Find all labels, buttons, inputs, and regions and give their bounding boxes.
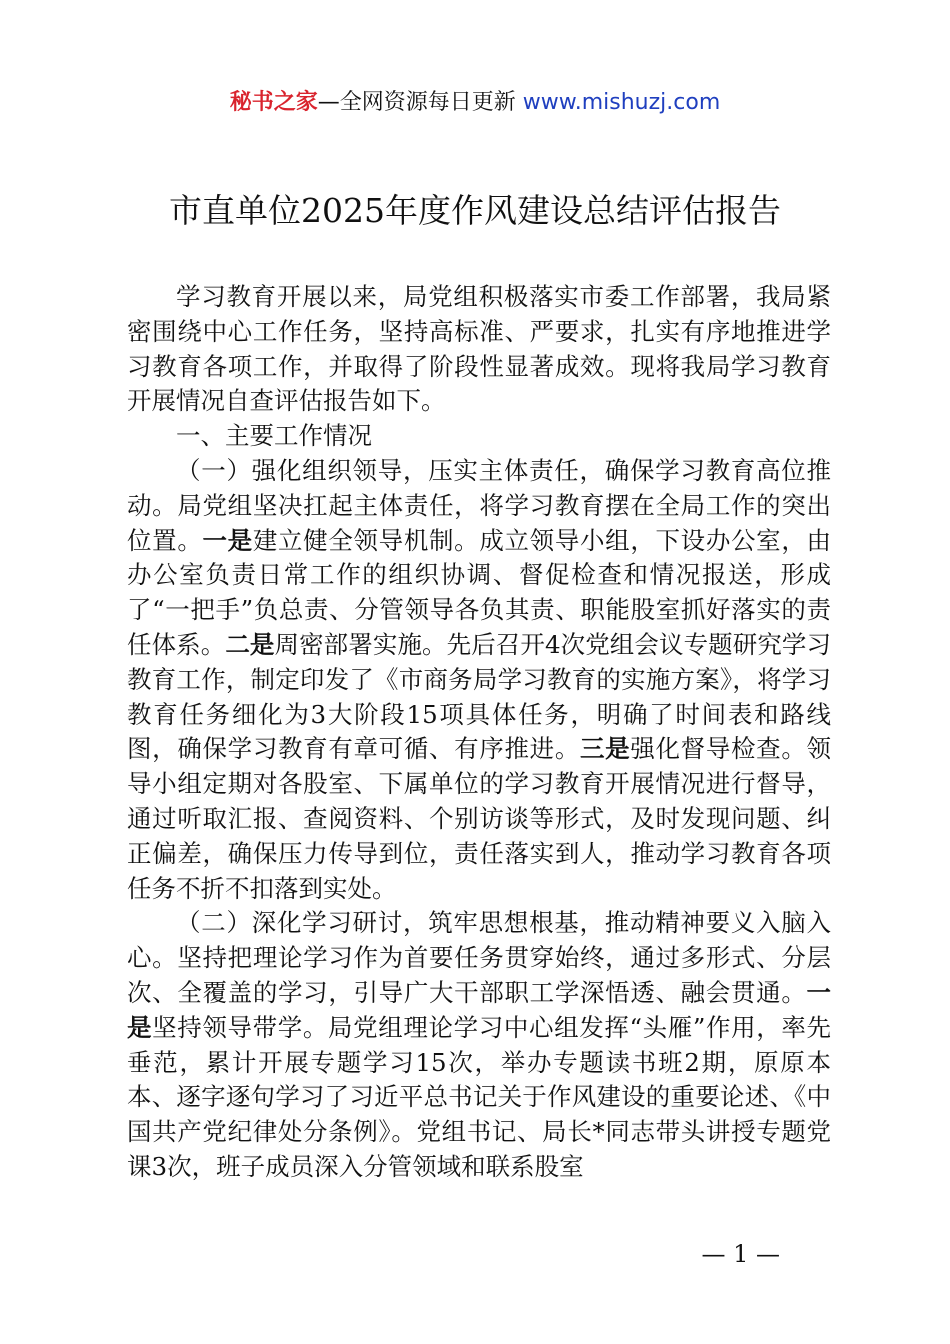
document-title: 市直单位2025年度作风建设总结评估报告 bbox=[169, 191, 781, 230]
brand-name: 秘书之家 bbox=[229, 90, 318, 115]
section-2-paragraph bbox=[127, 906, 831, 1184]
document-body bbox=[127, 280, 831, 1185]
section-2-point-1-text: 坚持领导带学。局党组理论学习中心组发挥“头雁”作用，率先垂范，累计开展专题学习15次，举办专题读书班2期，原原本本、逐字逐句学习了习近平总书记关于作风建设的重要论述、《中国共产党纪律处分条例》。党组书记、局长*同志带头讲授专题党课3次，班子成员深入分管领域和联系股室 bbox=[127, 1012, 831, 1181]
section-heading-main-work: 一、主要工作情况 bbox=[176, 421, 372, 451]
section-1-point-1-keyword: 一是 bbox=[202, 525, 253, 555]
section-1-paragraph bbox=[127, 454, 831, 906]
section-1-point-2-keyword: 二是 bbox=[225, 629, 275, 659]
header-tagline: —全网资源每日更新 bbox=[317, 90, 523, 115]
site-url-link[interactable]: www.mishuzj.com bbox=[522, 90, 721, 115]
section-2-point-1-keyword: 一是 bbox=[127, 977, 831, 1042]
intro-paragraph: 学习教育开展以来，局党组积极落实市委工作部署，我局紧密围绕中心工作任务，坚持高标准、严要求，扎实有序地推进学习教育各项工作，并取得了阶段性显著成效。现将我局学习教育开展情况自查评估报告如下。 bbox=[127, 282, 831, 416]
section-1-point-3-text: 强化督导检查。领导小组定期对各股室、下属单位的学习教育开展情况进行督导，通过听取汇报、查阅资料、个别访谈等形式，及时发现问题、纠正偏差，确保压力传导到位，责任落实到人，推动学习教育各项任务不折不扣落到实处。 bbox=[127, 734, 832, 903]
site-header bbox=[0, 86, 950, 120]
section-2-lead: （二）深化学习研讨，筑牢思想根基，推动精神要义入脑入心。坚持把理论学习作为首要任务贯穿始终，通过多形式、分层次、全覆盖的学习，引导广大干部职工学深悟透、融会贯通。 bbox=[127, 908, 831, 1007]
section-1-lead: （一）强化组织领导，压实主体责任，确保学习教育高位推动。局党组坚决扛起主体责任，将学习教育摆在全局工作的突出位置。 bbox=[127, 455, 831, 555]
section-1-point-1-text: 建立健全领导机制。成立领导小组，下设办公室，由办公室负责日常工作的组织协调、督促检查和情况报送，形成了“一把手”负总责、分管领导各负其责、职能股室抓好落实的责任体系。 bbox=[127, 525, 832, 659]
section-1-point-2-text: 周密部署实施。先后召开4次党组会议专题研究学习教育工作，制定印发了《市商务局学习教育的实施方案》，将学习教育任务细化为3大阶段15项具体任务，明确了时间表和路线图，确保学习教育有章可循、有序推进。 bbox=[127, 629, 831, 764]
page-number: — 1 — bbox=[701, 1240, 780, 1268]
section-1-point-3-keyword: 三是 bbox=[580, 734, 631, 764]
